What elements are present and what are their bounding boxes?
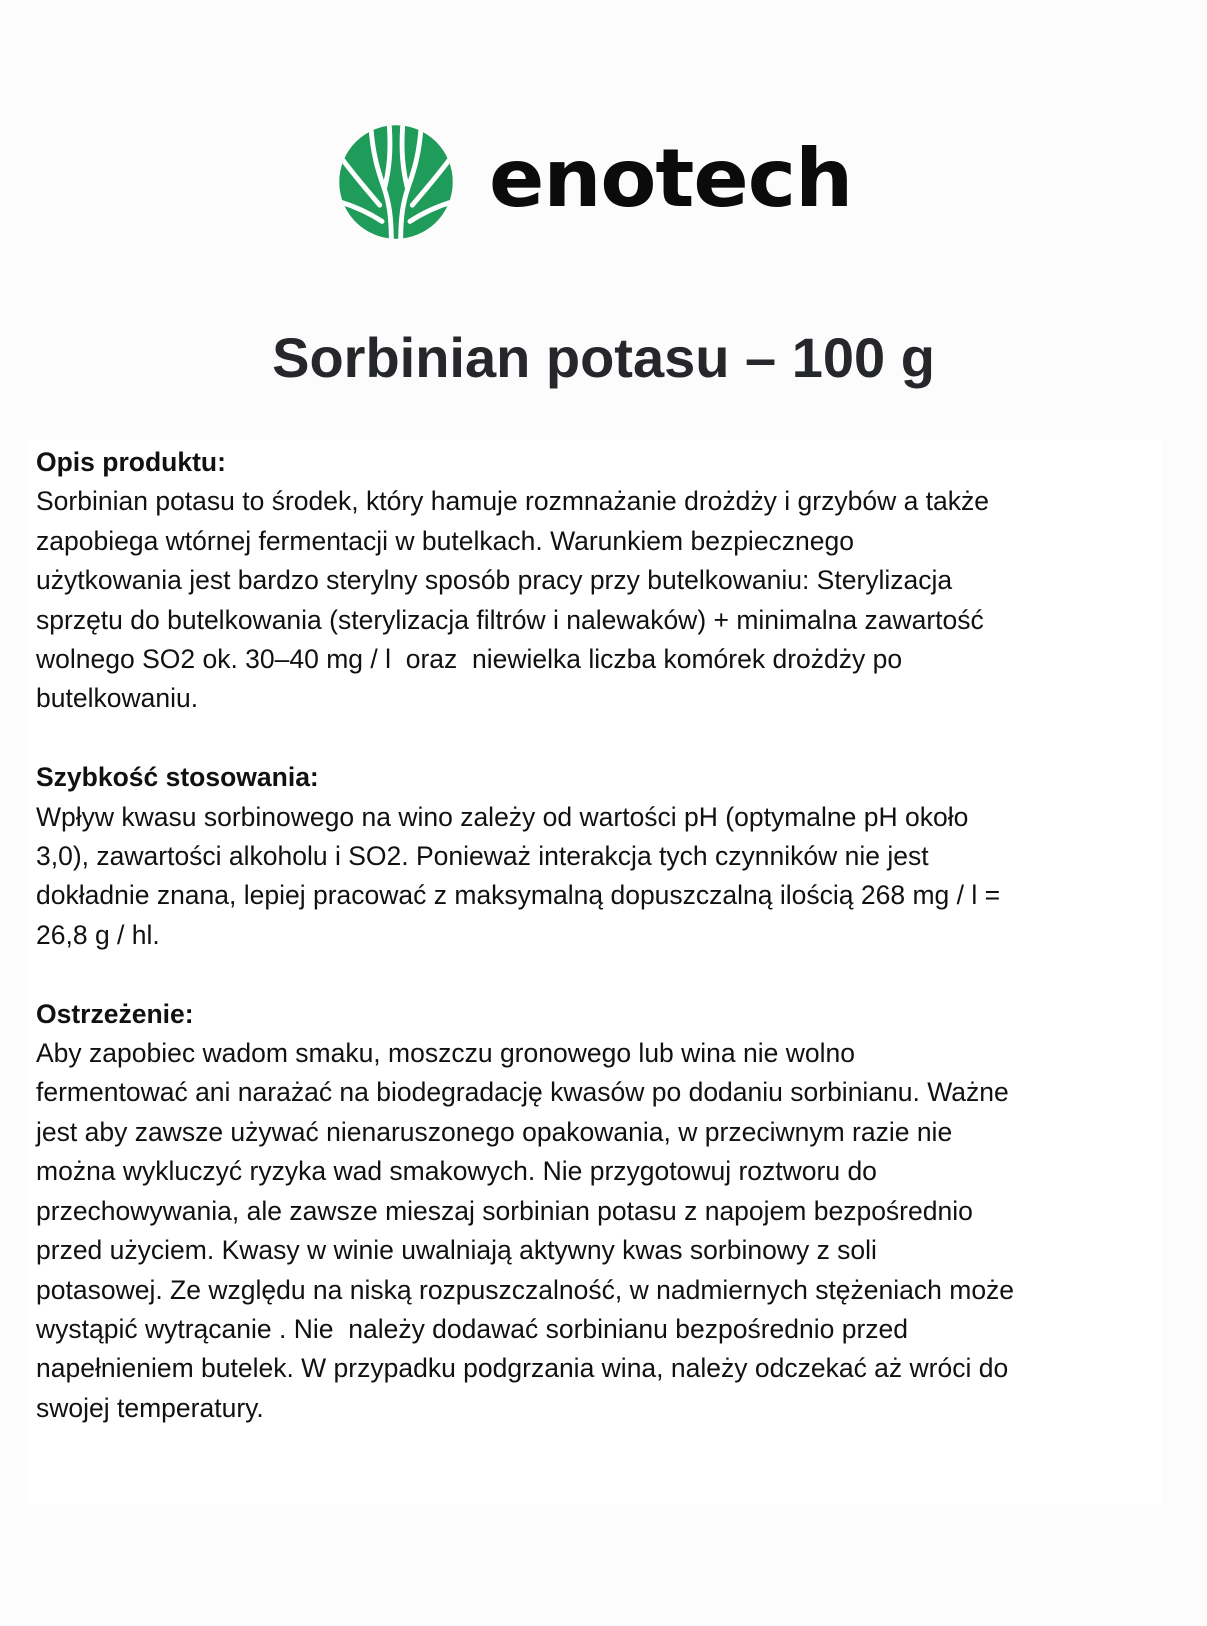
text-line: zapobiega wtórnej fermentacji w butelkach. Warunkiem bezpiecznego [36, 525, 855, 556]
section-description [36, 443, 1146, 719]
text-line: dokładnie znana, lepiej pracować z maksymalną dopuszczalną ilością 268 mg / l = [36, 880, 1001, 911]
text-line: Aby zapobiec wadom smaku, moszczu gronowego lub wina nie wolno [36, 1038, 855, 1069]
brand-wordmark: enotech [489, 132, 853, 225]
text-line: Sorbinian potasu to środek, który hamuje rozmnażanie drożdży i grzybów a także [36, 486, 990, 517]
product-description [36, 443, 1146, 1468]
text-line: sprzętu do butelkowania (sterylizacja filtrów i nalewaków) + minimalna zawartość [36, 604, 984, 635]
text-line: przed użyciem. Kwasy w winie uwalniają aktywny kwas sorbinowy z soli [36, 1235, 877, 1266]
text-line: potasowej. Ze względu na niską rozpuszczalność, w nadmiernych stężeniach może [36, 1274, 1015, 1305]
text-line: jest aby zawsze używać nienaruszonego opakowania, w przeciwnym razie nie [36, 1116, 953, 1147]
text-line: fermentować ani narażać na biodegradację kwasów po dodaniu sorbinianu. Ważne [36, 1077, 1009, 1108]
section-heading: Ostrzeżenie: [36, 998, 194, 1029]
text-line: użytkowania jest bardzo sterylny sposób pracy przy butelkowaniu: Sterylizacja [36, 565, 953, 596]
section-heading: Opis produktu: [36, 447, 226, 477]
text-line: swojej temperatury. [36, 1392, 264, 1423]
section-warning [36, 995, 1146, 1428]
text-line: wolnego SO2 ok. 30–40 mg / l oraz niewielka liczba komórek drożdży po [36, 644, 903, 675]
brand-logo [338, 122, 853, 242]
text-line: wystąpić wytrącanie . Nie należy dodawać sorbinianu bezpośrednio przed [36, 1313, 909, 1344]
section-heading: Szybkość stosowania: [36, 762, 319, 793]
tree-leaf-icon [338, 124, 454, 240]
text-line: przechowywania, ale zawsze mieszaj sorbinian potasu z napojem bezpośrednio [36, 1195, 973, 1226]
page-title: Sorbinian potasu – 100 g [272, 326, 935, 389]
text-line: butelkowaniu. [36, 683, 199, 714]
text-line: napełnieniem butelek. W przypadku podgrzania wina, należy odczekać aż wróci do [36, 1353, 1009, 1384]
section-dosage [36, 758, 1146, 955]
text-line: można wykluczyć ryzyka wad smakowych. Nie przygotowuj roztworu do [36, 1156, 877, 1187]
text-line: 26,8 g / hl. [36, 919, 160, 950]
text-line: 3,0), zawartości alkoholu i SO2. Ponieważ interakcja tych czynników nie jest [36, 841, 929, 872]
text-line: Wpływ kwasu sorbinowego na wino zależy od wartości pH (optymalne pH około [36, 801, 969, 832]
